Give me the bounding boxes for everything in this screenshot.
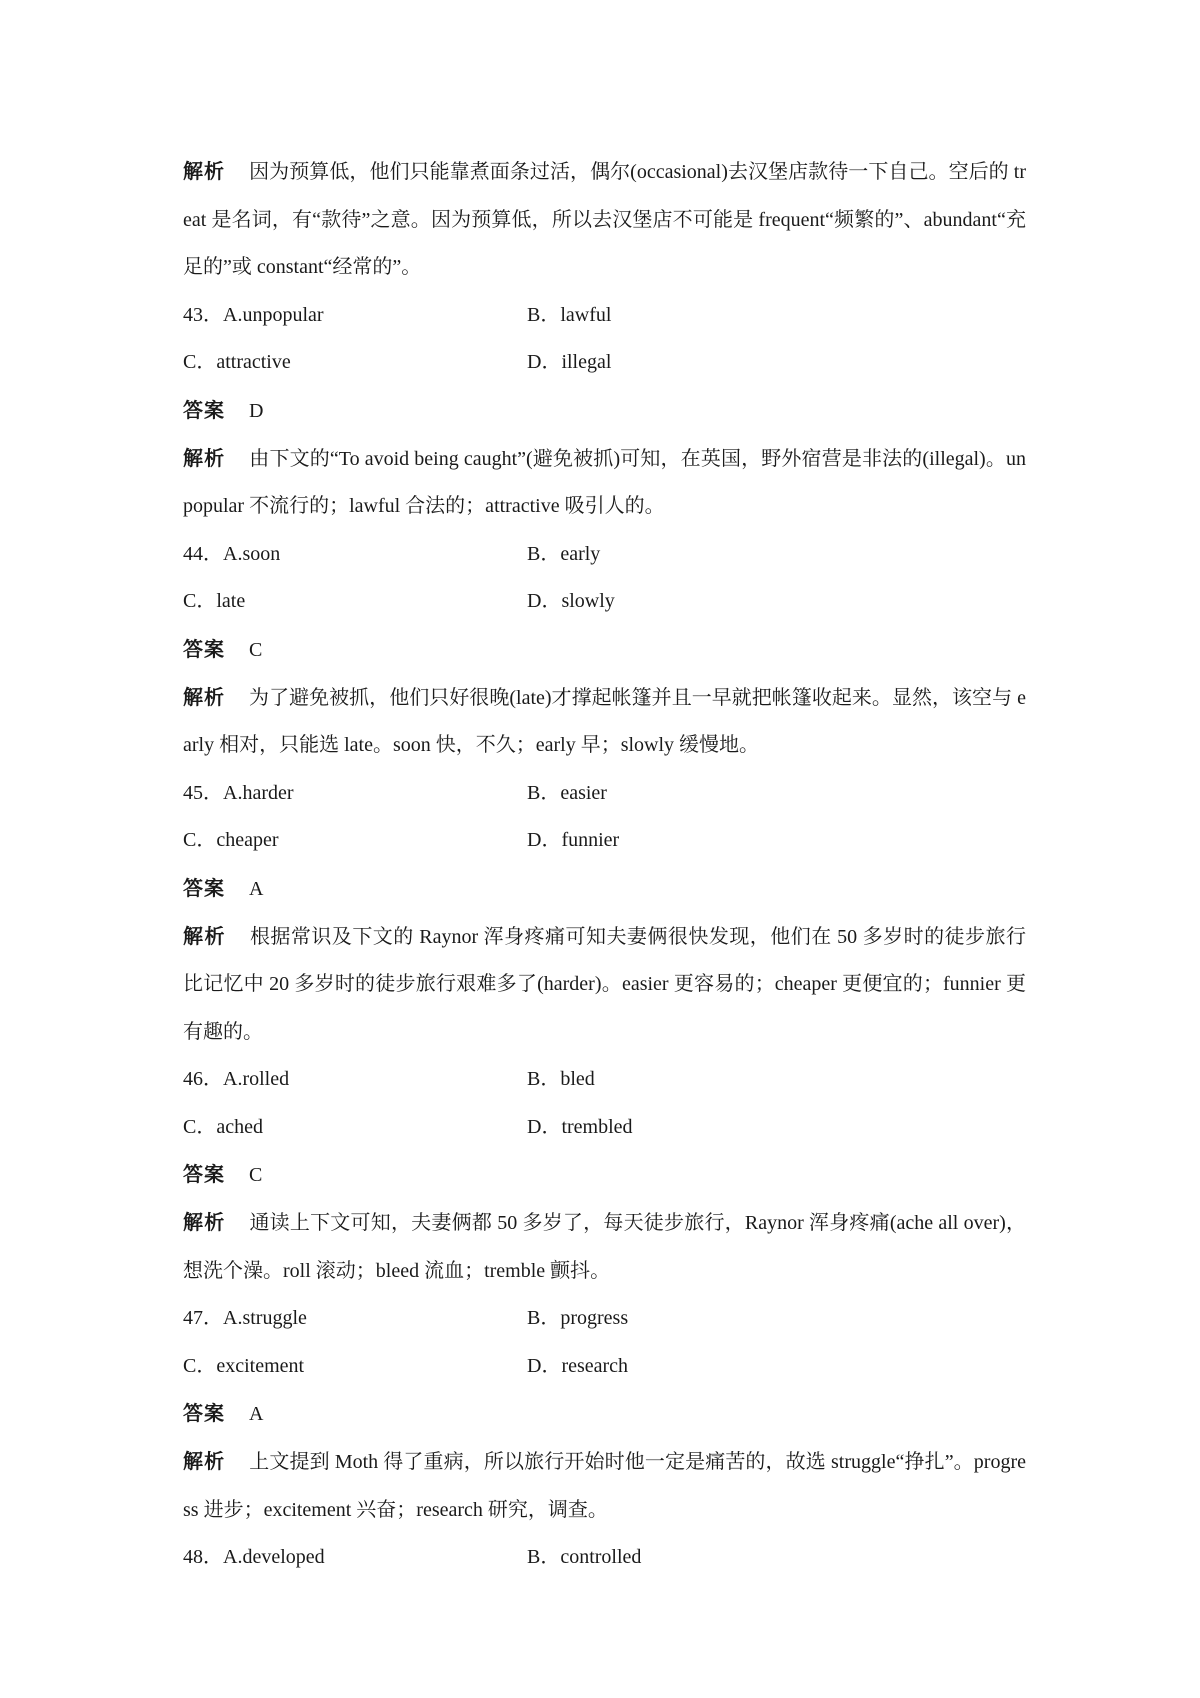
answer-line bbox=[183, 387, 1026, 435]
question-options-row bbox=[183, 1104, 1026, 1152]
option-d: D．slowly bbox=[527, 590, 615, 613]
option-b: B．early bbox=[527, 542, 601, 565]
question-options-row bbox=[183, 1534, 1026, 1582]
option-a: 48．A.developed bbox=[183, 1546, 325, 1569]
question-options-row bbox=[183, 339, 1026, 387]
question-options-row bbox=[183, 1056, 1026, 1104]
option-a: 43．A.unpopular bbox=[183, 303, 324, 326]
option-b: B．easier bbox=[527, 781, 607, 804]
option-a: 44．A.soon bbox=[183, 542, 281, 565]
analysis-paragraph bbox=[183, 1199, 1026, 1295]
answer-line bbox=[183, 626, 1026, 674]
option-b: B．progress bbox=[527, 1307, 629, 1330]
analysis-label: 解析 bbox=[183, 684, 226, 709]
analysis-label: 解析 bbox=[183, 1210, 226, 1235]
analysis-text: 由下文的“To avoid being caught”(避免被抓)可知，在英国，野外宿营是非法的(illegal)。unpopular 不流行的；lawful 合法的；attractive 吸引人的。 bbox=[183, 447, 1027, 518]
option-a: 45．A.harder bbox=[183, 781, 294, 804]
analysis-label: 解析 bbox=[183, 1449, 226, 1474]
answer-value: A bbox=[249, 1403, 264, 1426]
answer-label: 答案 bbox=[183, 636, 225, 661]
answer-value: A bbox=[249, 877, 264, 900]
option-a: 46．A.rolled bbox=[183, 1068, 290, 1091]
document-content bbox=[183, 148, 1026, 1582]
option-b: B．bled bbox=[527, 1068, 595, 1091]
option-a: 47．A.struggle bbox=[183, 1307, 307, 1330]
analysis-label: 解析 bbox=[183, 923, 226, 948]
answer-label: 答案 bbox=[183, 1401, 225, 1426]
option-c: C．excitement bbox=[183, 1354, 305, 1377]
analysis-text: 为了避免被抓，他们只好很晚(late)才撑起帐篷并且一早就把帐篷收起来。显然，该空与 early 相对，只能选 late。soon 快，不久；early 早；slowly 缓慢地。 bbox=[183, 686, 1026, 757]
answer-value: C bbox=[249, 638, 263, 661]
answer-line bbox=[183, 865, 1026, 913]
option-d: D．funnier bbox=[527, 829, 620, 852]
answer-value: C bbox=[249, 1164, 263, 1187]
question-options-row bbox=[183, 292, 1026, 340]
question-options-row bbox=[183, 770, 1026, 818]
answer-line bbox=[183, 1151, 1026, 1199]
answer-label: 答案 bbox=[183, 397, 225, 422]
answer-line bbox=[183, 1390, 1026, 1438]
analysis-paragraph bbox=[183, 913, 1026, 1057]
option-b: B．lawful bbox=[527, 303, 612, 326]
analysis-label: 解析 bbox=[183, 159, 226, 183]
analysis-paragraph bbox=[183, 674, 1026, 770]
option-c: C．cheaper bbox=[183, 829, 279, 852]
question-options-row bbox=[183, 1343, 1026, 1391]
analysis-text: 通读上下文可知，夫妻俩都 50 多岁了，每天徒步旅行，Raynor 浑身疼痛(ache all over)，想洗个澡。roll 滚动；bleed 流血；tremble 颤抖。 bbox=[183, 1212, 1026, 1282]
analysis-label: 解析 bbox=[183, 445, 226, 470]
question-options-row bbox=[183, 817, 1026, 865]
answer-label: 答案 bbox=[183, 1162, 225, 1187]
option-c: C．attractive bbox=[183, 351, 291, 374]
question-options-row bbox=[183, 531, 1026, 579]
analysis-text: 根据常识及下文的 Raynor 浑身疼痛可知夫妻俩很快发现，他们在 50 多岁时的徒步旅行比记忆中 20 多岁时的徒步旅行艰难多了(harder)。easier 更容易的；cheaper 更便宜的；funnier 更有趣的。 bbox=[183, 925, 1026, 1043]
answer-label: 答案 bbox=[183, 875, 225, 900]
analysis-paragraph bbox=[183, 435, 1026, 531]
analysis-paragraph bbox=[183, 1438, 1026, 1534]
option-d: D．research bbox=[527, 1354, 629, 1377]
analysis-text: 因为预算低，他们只能靠煮面条过活，偶尔(occasional)去汉堡店款待一下自己。空后的 treat 是名词，有“款待”之意。因为预算低，所以去汉堡店不可能是 frequent“频繁的”、abundant“充足的”或 constant“经常的”。 bbox=[183, 161, 1027, 279]
option-d: D．trembled bbox=[527, 1115, 633, 1138]
answer-value: D bbox=[249, 399, 264, 422]
option-c: C．late bbox=[183, 590, 246, 613]
analysis-paragraph bbox=[183, 148, 1026, 292]
analysis-text: 上文提到 Moth 得了重病，所以旅行开始时他一定是痛苦的，故选 struggle“挣扎”。progress 进步；excitement 兴奋；research 研究，调查。 bbox=[183, 1451, 1027, 1521]
option-b: B．controlled bbox=[527, 1546, 642, 1569]
option-c: C．ached bbox=[183, 1115, 263, 1138]
option-d: D．illegal bbox=[527, 351, 612, 374]
question-options-row bbox=[183, 578, 1026, 626]
question-options-row bbox=[183, 1295, 1026, 1343]
